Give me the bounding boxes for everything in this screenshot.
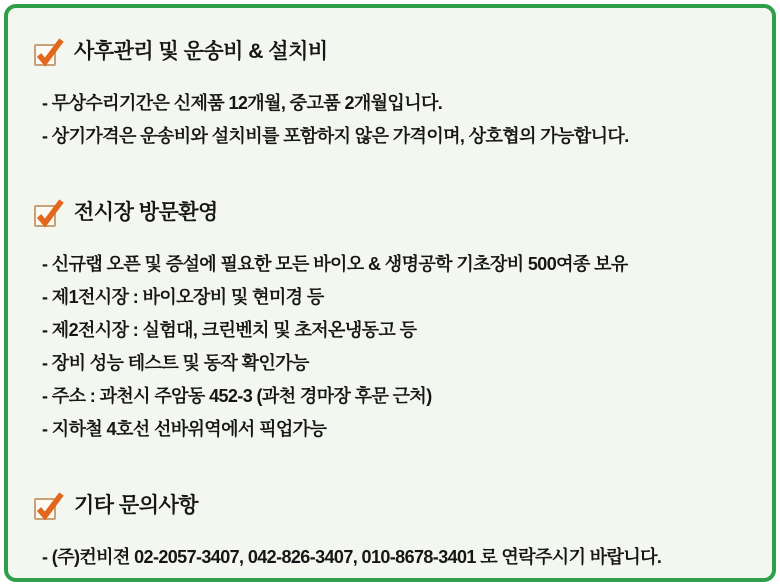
section-title: 전시장 방문환영 (74, 201, 218, 224)
bullet-line: - 제1전시장 : 바이오장비 및 현미경 등 (42, 287, 324, 307)
bullet-line: - 제2전시장 : 실험대, 크린벤치 및 초저온냉동고 등 (42, 320, 417, 340)
section-body (42, 87, 756, 153)
section-inquiries (33, 490, 756, 574)
section-body (42, 541, 756, 574)
section-showroom (33, 197, 756, 446)
section-header (33, 36, 756, 68)
bullet-line: - 장비 성능 테스트 및 동작 확인가능 (42, 353, 309, 373)
section-title: 사후관리 및 운송비 & 설치비 (74, 40, 328, 63)
bullet-line: - 상기가격은 운송비와 설치비를 포함하지 않은 가격이며, 상호협의 가능합니다. (42, 126, 629, 146)
checkmark-icon (33, 37, 63, 67)
bullet-line: - 주소 : 과천시 주암동 452-3 (과천 경마장 후문 근처) (42, 386, 432, 406)
notice-panel (4, 4, 776, 582)
bullet-line: - 무상수리기간은 신제품 12개월, 중고품 2개월입니다. (42, 93, 443, 113)
section-body (42, 248, 756, 446)
section-title: 기타 문의사항 (74, 494, 199, 517)
section-header (33, 197, 756, 229)
bullet-line: - 지하철 4호선 선바위역에서 픽업가능 (42, 419, 327, 439)
checkmark-icon (33, 198, 63, 228)
bullet-line: - 신규랩 오픈 및 증설에 필요한 모든 바이오 & 생명공학 기초장비 500여종 보유 (42, 254, 628, 274)
checkmark-icon (33, 491, 63, 521)
section-aftercare-shipping (33, 36, 756, 153)
bullet-line: - (주)컨비젼 02-2057-3407, 042-826-3407, 010-8678-3401 로 연락주시기 바랍니다. (42, 547, 662, 567)
section-header (33, 490, 756, 522)
